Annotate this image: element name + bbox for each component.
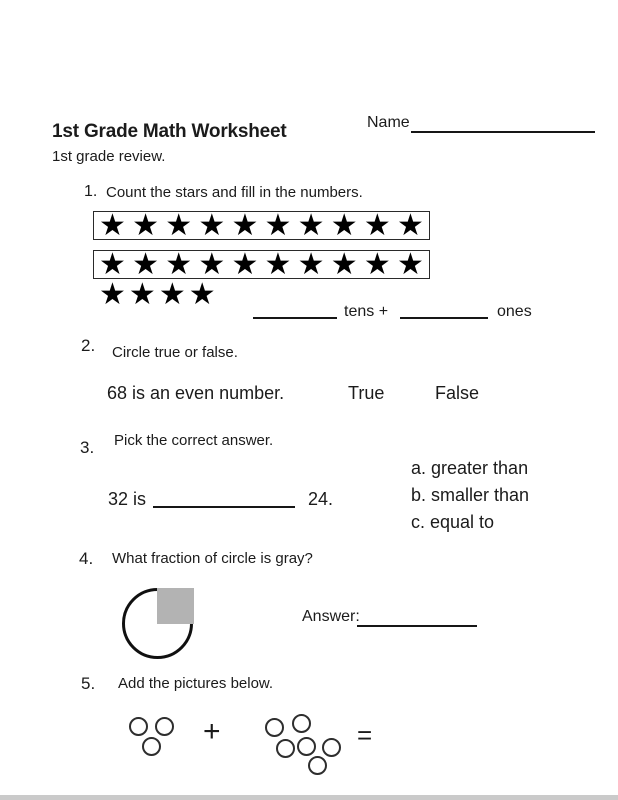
page-subtitle: 1st grade review. [52,148,166,165]
q1-star-row-2 [93,246,430,282]
q3-option-a: a. greater than [411,458,529,478]
circle-shape [297,737,316,756]
equals-sign: = [357,720,373,750]
q1-tens-label: tens + [344,303,389,320]
circle-shape [292,714,311,733]
q3-number: 3. [80,438,95,457]
circle-shape [129,717,148,736]
q1-tens-blank [253,317,337,319]
star-icon: ★ [396,207,424,243]
circle-shape [155,717,174,736]
q1-star-row-1 [93,207,430,243]
star-icon: ★ [99,246,126,282]
star-icon: ★ [330,207,358,243]
q3-stem-right: 24. [308,489,334,509]
q3-options [411,455,529,536]
star-icon: ★ [132,207,160,243]
star-icon: ★ [99,207,126,243]
star-icon: ★ [330,246,358,282]
q4-answer-label: Answer: [302,608,360,625]
star-icon: ★ [363,207,391,243]
circle-shape [276,739,295,758]
circle-shape [142,737,161,756]
star-icon: ★ [297,207,325,243]
star-icon: ★ [132,246,160,282]
circle-shape [308,756,327,775]
star-icon: ★ [198,207,226,243]
q2-number: 2. [81,336,96,355]
star-icon: ★ [198,246,226,282]
q4-prompt: What fraction of circle is gray? [112,550,313,567]
q4-answer-blank [357,625,477,627]
plus-sign: + [203,715,221,748]
star-icon: ★ [165,246,193,282]
q1-prompt: Count the stars and fill in the numbers. [106,184,363,201]
q1-ones-blank [400,317,488,319]
q5-left-circle-group [125,710,181,760]
q5-prompt: Add the pictures below. [118,675,274,692]
star-icon: ★ [363,246,391,282]
q3-prompt: Pick the correct answer. [114,432,274,449]
q3-stem-left: 32 is [108,489,147,509]
star-icon: ★ [128,277,156,312]
star-icon: ★ [264,207,292,243]
star-icon: ★ [264,246,292,282]
page-title: 1st Grade Math Worksheet [52,121,287,142]
circle-shape [265,718,284,737]
star-icon: ★ [396,246,424,282]
gray-quadrant [157,588,194,624]
q2-true-choice: True [348,383,385,403]
circle-shape [322,738,341,757]
star-icon: ★ [297,246,325,282]
q2-prompt: Circle true or false. [112,344,238,361]
star-icon: ★ [165,207,193,243]
q2-statement: 68 is an even number. [107,383,285,403]
q3-option-b: b. smaller than [411,485,530,505]
page-bottom-edge [0,795,618,800]
q1-ones-label: ones [497,303,532,320]
q3-answer-blank [153,506,295,508]
q2-false-choice: False [435,383,480,403]
star-icon: ★ [188,277,216,312]
star-icon: ★ [231,246,259,282]
q5-number: 5. [81,674,96,693]
name-blank-line [411,131,595,133]
star-icon: ★ [99,277,126,312]
q3-option-c: c. equal to [411,512,495,532]
star-icon: ★ [158,277,186,312]
star-icon: ★ [231,207,259,243]
q1-loose-stars [99,277,216,312]
q5-right-circle-group [263,710,343,778]
q1-number: 1. [84,183,98,200]
name-label: Name [367,114,410,131]
q4-number: 4. [79,549,94,568]
